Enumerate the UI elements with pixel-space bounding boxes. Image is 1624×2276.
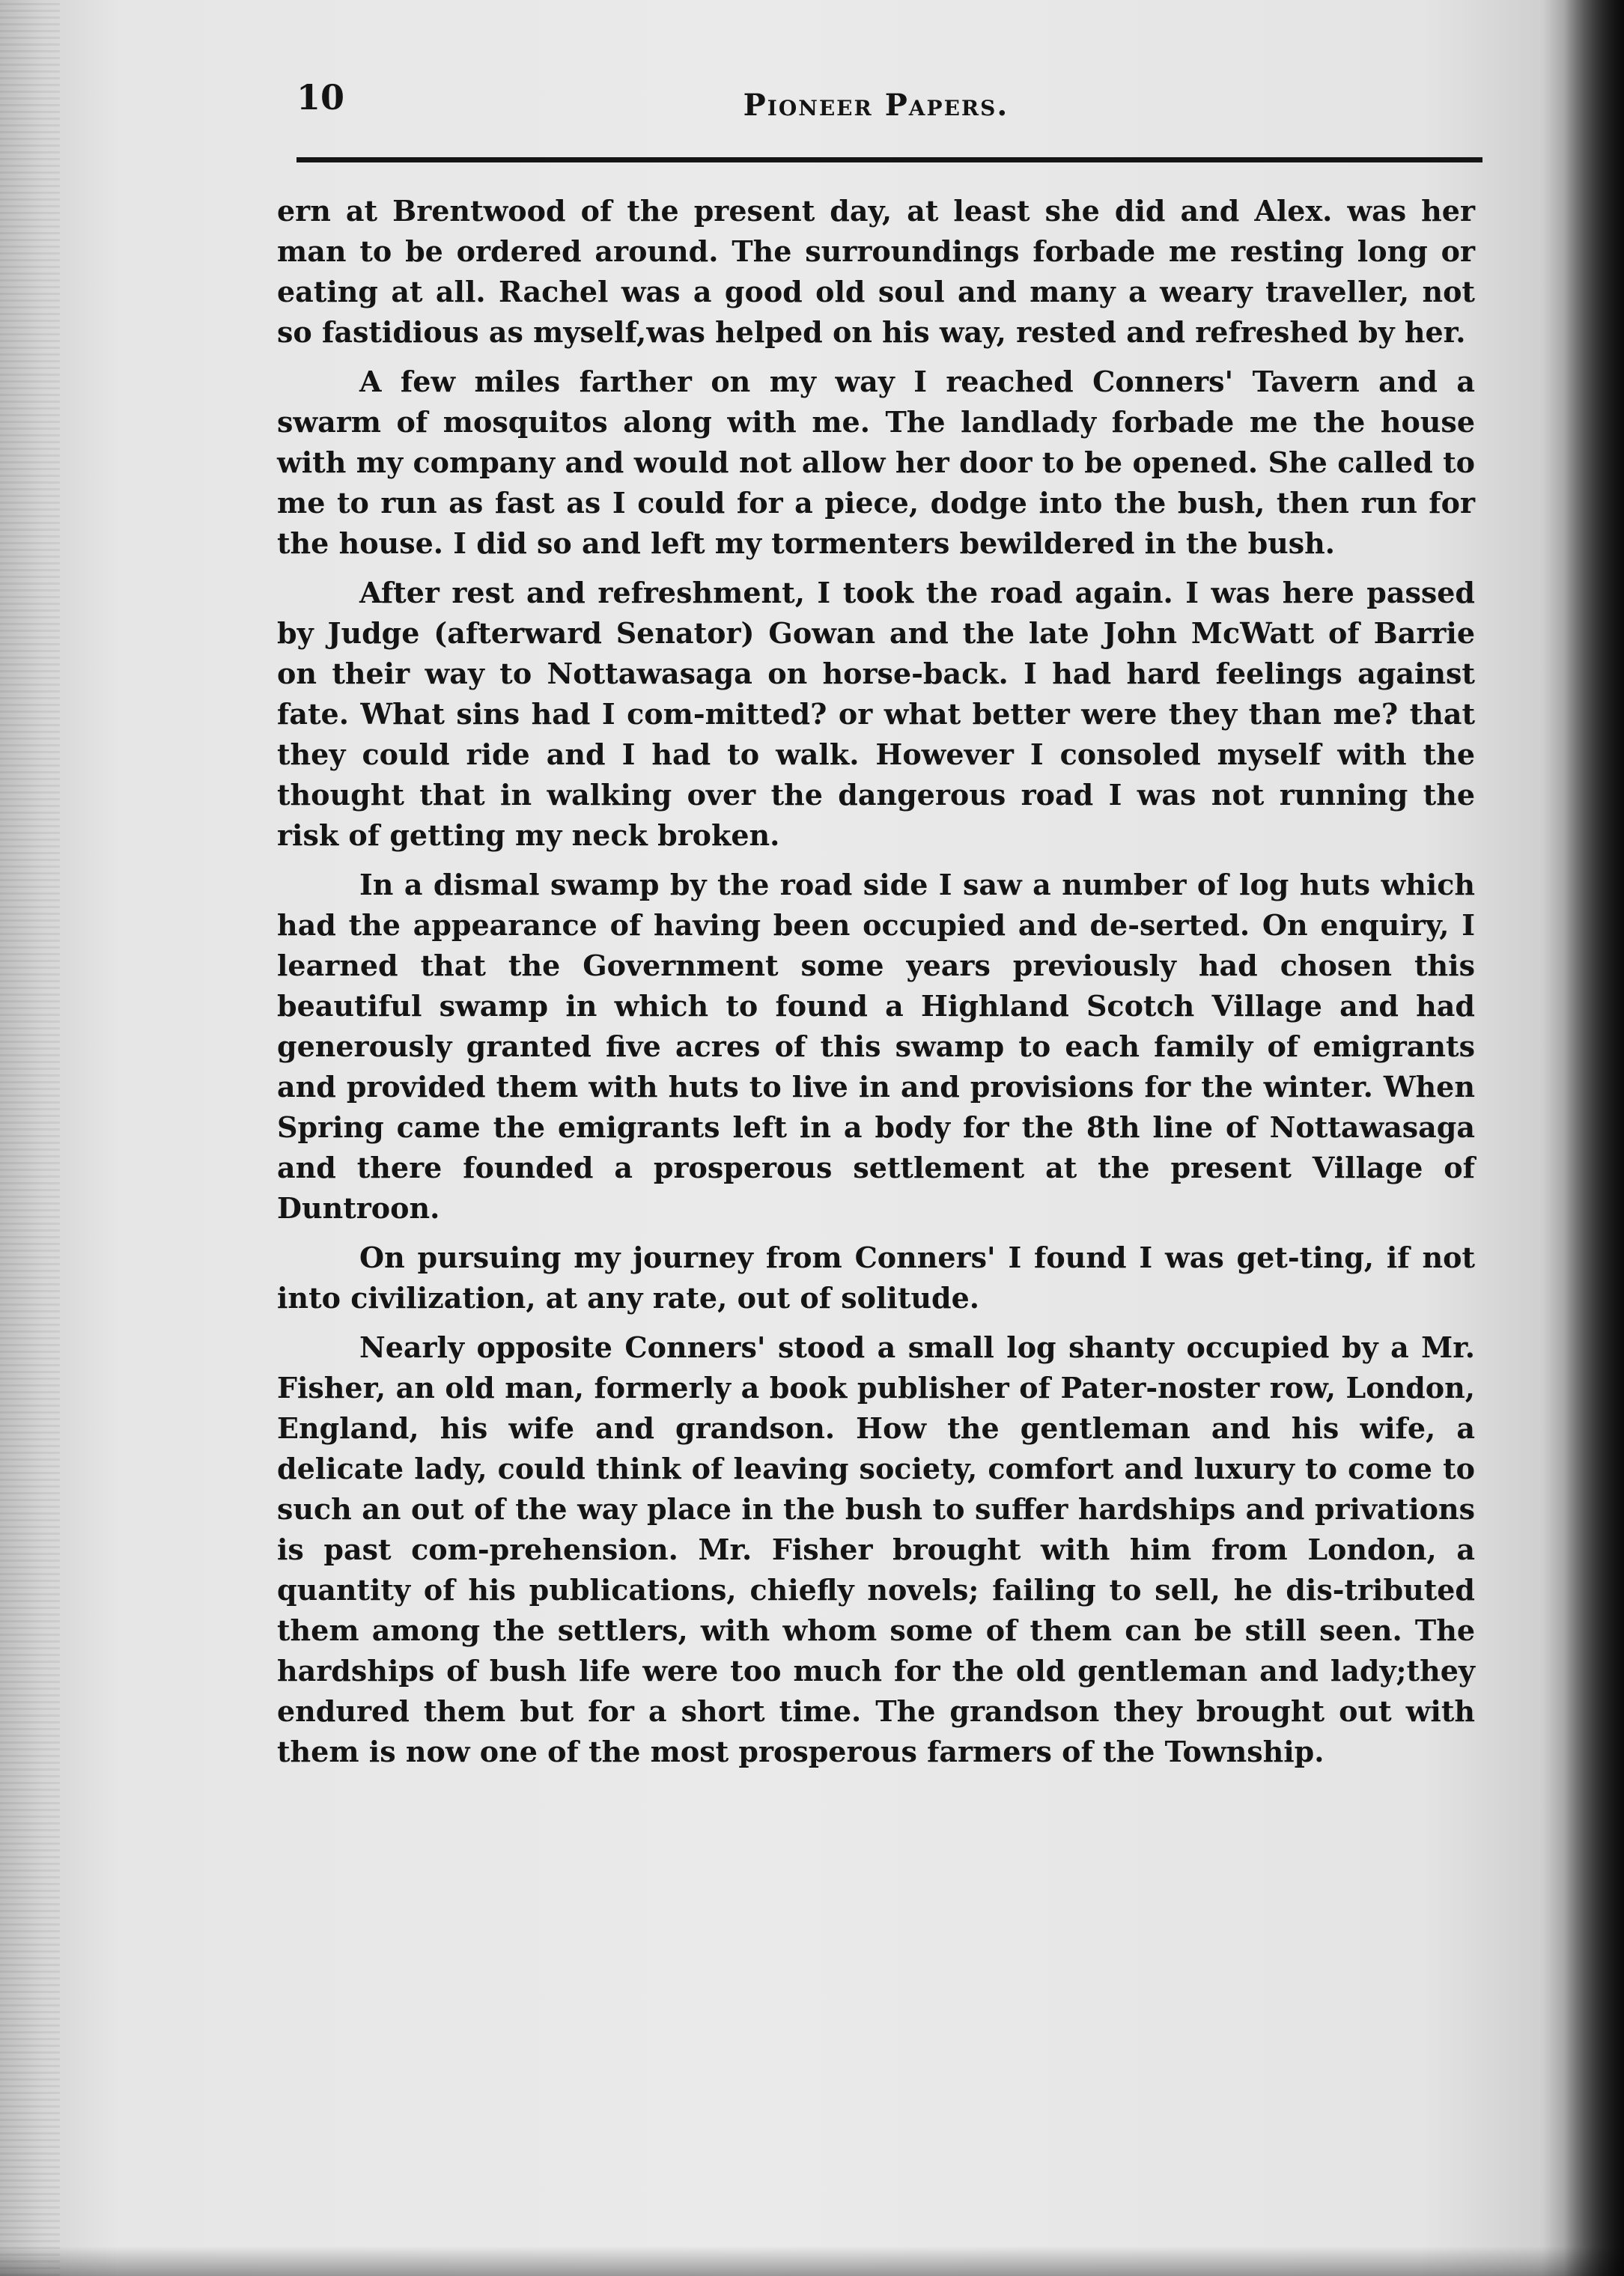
page-shadow-right — [1564, 0, 1624, 2276]
paragraph: In a dismal swamp by the road side I saw a number of log huts which had the appearance of having been occupied and de-serted. On enquiry, I learned that the Government some years previously had chosen this beautiful swamp in which to found a Highland Scotch Village and had generously granted five acres of this swamp to each family of emigrants and provided them with huts to live in and provisions for the winter. When Spring came the emigrants left in a body for the 8th line of Nottawasaga and there founded a prosperous settlement at the present Village of Duntroon. — [277, 868, 1475, 1225]
paragraph: A few miles farther on my way I reached Conners' Tavern and a swarm of mosquitos along with me. The landlady forbade me the house with my company and would not allow her door to be opened. She called to me to run as fast as I could for a piece, dodge into the bush, then run for the house. I did so and left my tormenters bewildered in the bush. — [277, 365, 1475, 560]
page-number: 10 — [296, 77, 345, 118]
binding-edge-left — [0, 0, 60, 2276]
page-header — [270, 71, 1482, 142]
paragraph: Nearly opposite Conners' stood a small log shanty occupied by a Mr. Fisher, an old man, formerly a book publisher of Pater-noster row, London, England, his wife and grandson. How the gentleman and his wife, a delicate lady, could think of leaving society, comfort and luxury to come to such an out of the way place in the bush to suffer hardships and privations is past com-prehension. Mr. Fisher brought with him from London, a quantity of his publications, chiefly novels; failing to sell, he dis-tributed them among the settlers, with whom some of them can be still seen. The hardships of bush life were too much for the old gentleman and lady;they endured them but for a short time. The grandson they brought out with them is now one of the most prosperous farmers of the Township. — [277, 1330, 1475, 1768]
book-page — [270, 71, 1482, 1768]
paragraph: On pursuing my journey from Conners' I found I was get-ting, if not into civilization, at any rate, out of solitude. — [277, 1241, 1475, 1315]
header-rule — [296, 157, 1482, 162]
paragraph-continued: ern at Brentwood of the present day, at least she did and Alex. was her man to be ordered around. The surroundings forbade me resting long or eating at all. Rachel was a good old soul and many a weary traveller, not so fastidious as myself,was helped on his way, rested and refreshed by her. — [277, 194, 1475, 349]
paragraph: After rest and refreshment, I took the road again. I was here passed by Judge (afterward Senator) Gowan and the late John McWatt of Barrie on their way to Nottawasaga on horse-back. I had hard feelings against fate. What sins had I com-mitted? or what better were they than me? that they could ride and I had to walk. However I consoled myself with the thought that in walking over the dangerous road I was not running the risk of getting my neck broken. — [277, 576, 1475, 852]
page-shadow-bottom — [0, 2246, 1624, 2276]
running-title: Pioneer Papers. — [743, 88, 1009, 123]
body-text — [277, 191, 1475, 1781]
